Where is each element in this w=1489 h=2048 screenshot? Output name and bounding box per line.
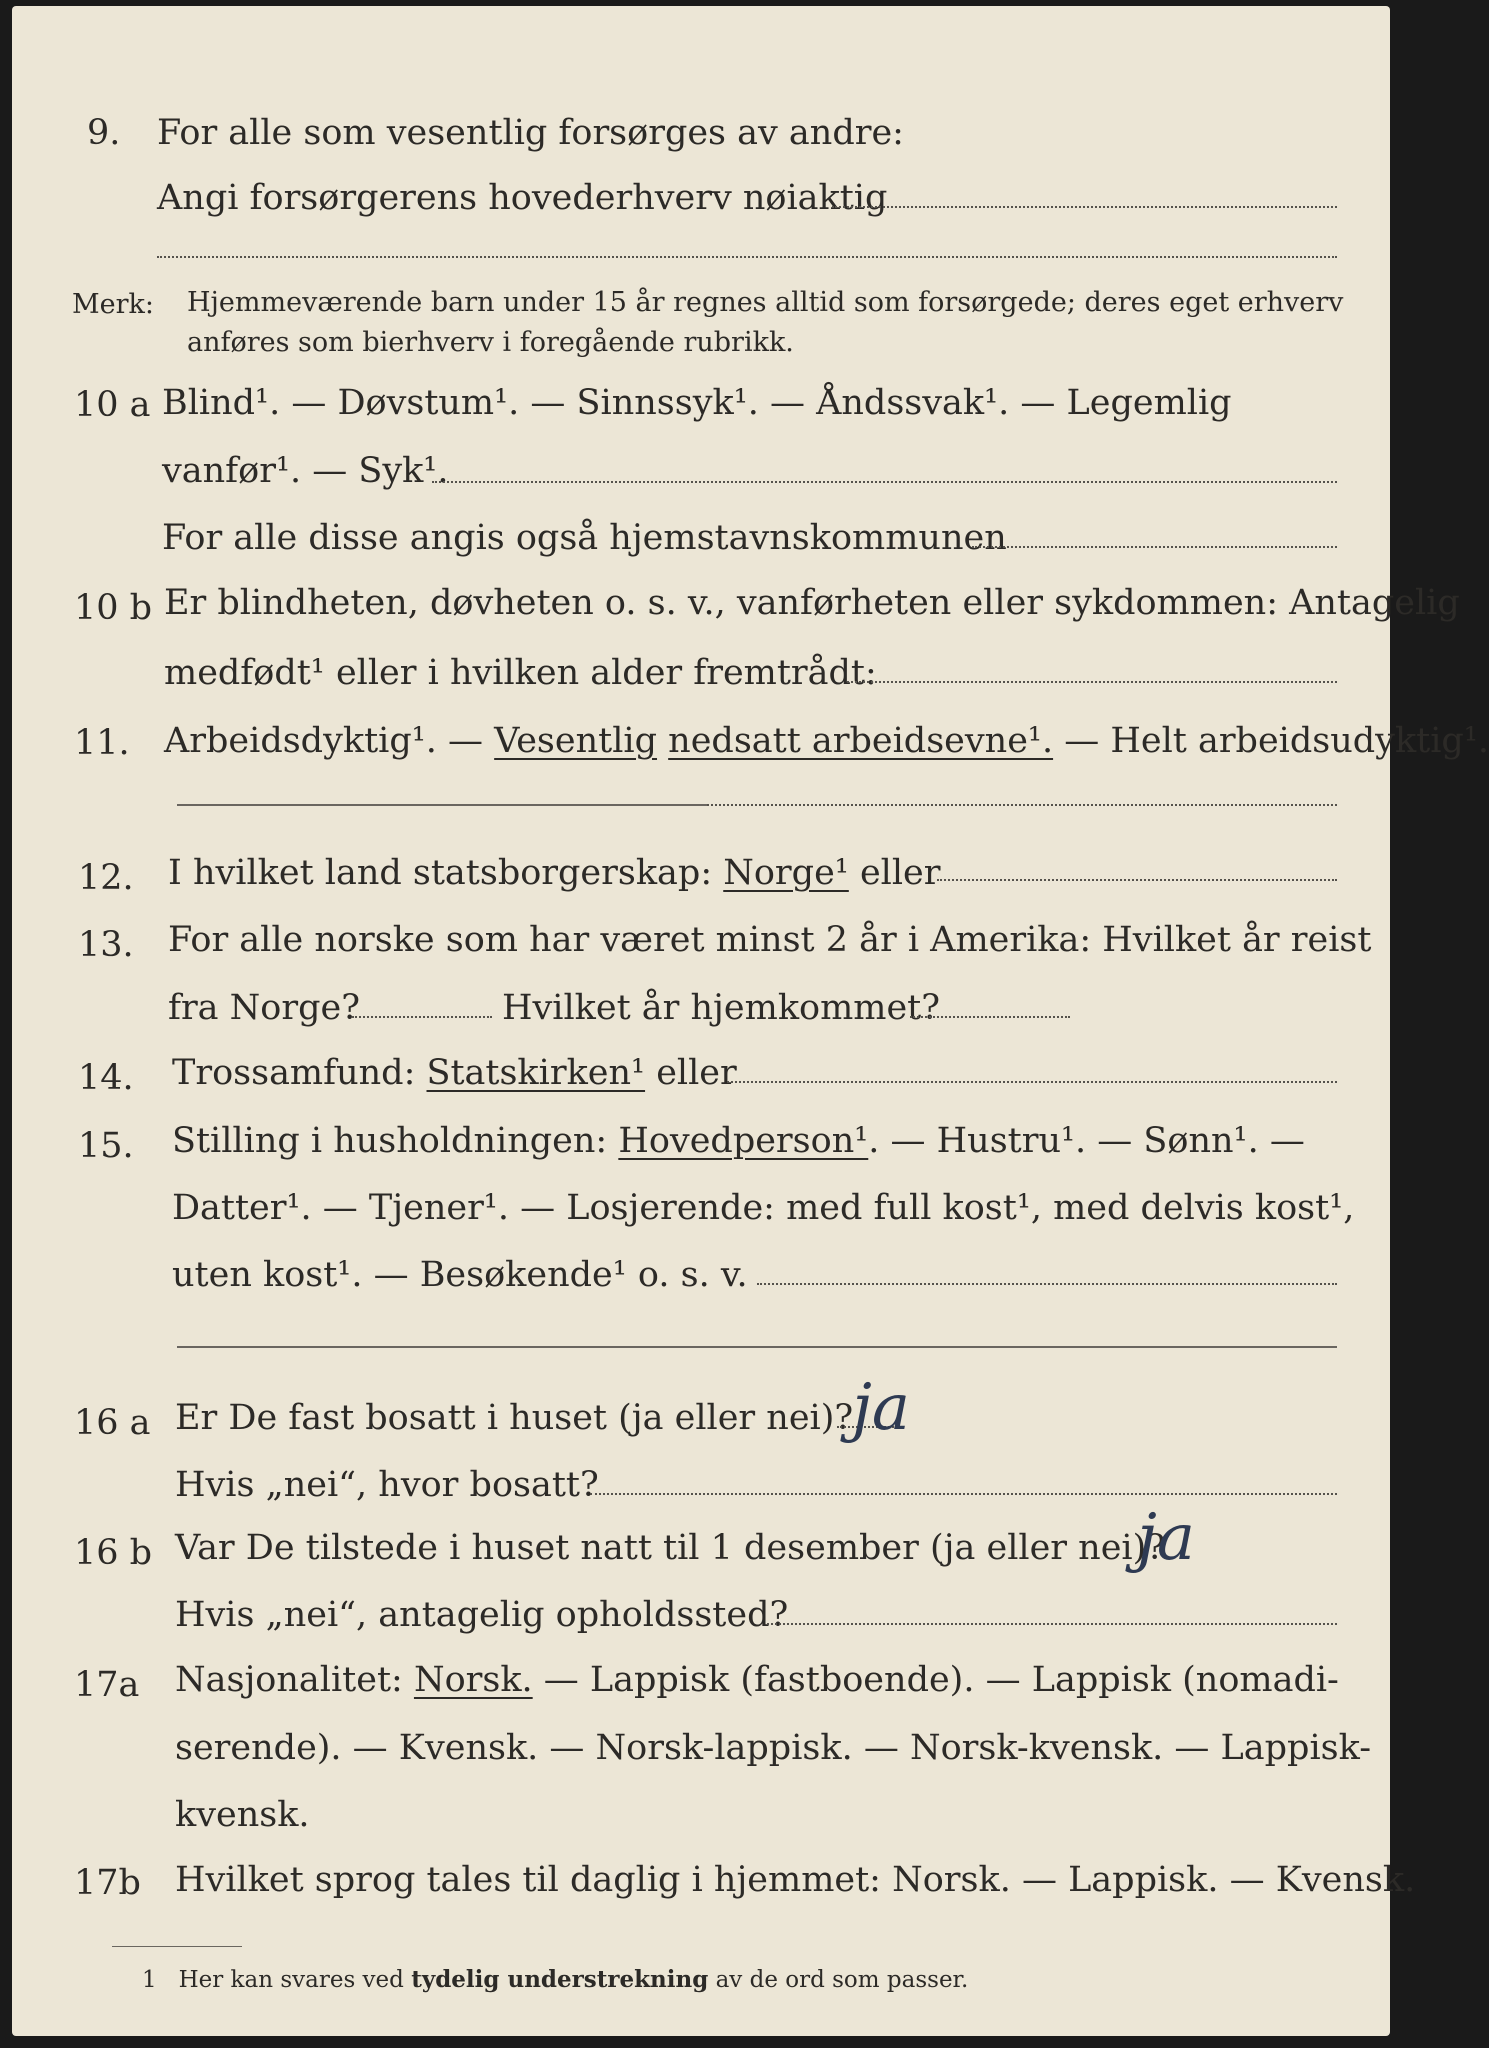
q14-underlined: Statskirken¹: [426, 1053, 646, 1093]
q17b-number: 17b: [74, 1863, 141, 1903]
q15-number: 15.: [78, 1126, 134, 1166]
q12-answer-line: [937, 879, 1337, 881]
q13-line2b: Hvilket år hjemkommet?: [502, 988, 941, 1028]
q13-reist-line: [352, 1016, 492, 1018]
q10a-answer-line: [432, 481, 1337, 483]
q13-hjemkommet-line: [910, 1016, 1070, 1018]
q16b-line2: Hvis „nei“, antagelig opholdssted?: [175, 1595, 789, 1635]
q16b-line1: Var De tilstede i huset natt til 1 desember (ja eller nei)?: [175, 1528, 1166, 1568]
q11-space: [657, 721, 668, 761]
q12-line: [168, 853, 941, 893]
q9-line2: Angi forsørgerens hovederhverv nøiaktig: [157, 178, 888, 218]
q15-pre: Stilling i husholdningen:: [172, 1121, 619, 1161]
q11-answer-line: [707, 804, 1337, 806]
q11-underlined-1: Vesentlig: [494, 721, 658, 761]
footnote: [142, 1968, 968, 1992]
q16a-line2: Hvis „nei“, hvor bosatt?: [175, 1465, 599, 1505]
q14-pre: Trossamfund:: [172, 1053, 427, 1093]
q14-post: eller: [645, 1053, 737, 1093]
q17a-line3: kvensk.: [175, 1795, 310, 1835]
q10b-number: 10 b: [74, 588, 153, 628]
q10a-number: 10 a: [74, 385, 151, 425]
q16a-number: 16 a: [74, 1403, 151, 1443]
q13-number: 13.: [78, 925, 134, 965]
q11-underlined-2: nedsatt arbeidsevne¹.: [668, 721, 1054, 761]
q15-answer-line: [757, 1283, 1337, 1285]
q15-post: . — Hustru¹. — Sønn¹. —: [868, 1121, 1305, 1161]
q13-line1: For alle norske som har været minst 2 år i Amerika: Hvilket år reist: [168, 920, 1372, 960]
q17a-pre: Nasjonalitet:: [175, 1660, 414, 1700]
q10a-hjemstavn-line: [972, 546, 1337, 548]
q17b-line1: Hvilket sprog tales til daglig i hjemmet: Norsk. — Lappisk. — Kvensk.: [175, 1860, 1416, 1900]
q16b-opholdssted-line: [767, 1623, 1337, 1625]
q16a-handwritten-answer: ja: [852, 1371, 910, 1445]
q17a-post: — Lappisk (fastboende). — Lappisk (nomadi-: [532, 1660, 1339, 1700]
footnote-bold: tydelig understrekning: [411, 1966, 709, 1993]
footnote-rule: [112, 1946, 242, 1947]
q15-line1: [172, 1121, 1305, 1161]
q12-post: eller: [848, 853, 941, 893]
q17a-number: 17a: [74, 1665, 140, 1705]
q10a-line3: For alle disse angis også hjemstavnskommunen: [162, 518, 1007, 558]
q10b-line1: Er blindheten, døvheten o. s. v., vanførheten eller sykdommen: Antagelig: [164, 583, 1460, 623]
q12-underlined: Norge¹: [723, 853, 849, 893]
q10a-line2: vanfør¹. — Syk¹.: [162, 451, 449, 491]
q13-line2a: fra Norge?: [168, 988, 360, 1028]
q16a-line1: Er De fast bosatt i huset (ja eller nei)?: [175, 1398, 854, 1438]
q11-number: 11.: [74, 723, 130, 763]
census-form-page: [12, 6, 1489, 2036]
q11-pre: Arbeidsdyktig¹. —: [164, 721, 495, 761]
q16a-bosatt-line: [590, 1493, 1337, 1495]
q11-rule: [177, 804, 707, 806]
merk-line1: Hjemmeværende barn under 15 år regnes alltid som forsørgede; deres eget erhverv: [187, 287, 1344, 318]
q17a-line2: serende). — Kvensk. — Norsk-lappisk. — Norsk-kvensk. — Lappisk-: [175, 1728, 1372, 1768]
q15-underlined: Hovedperson¹: [618, 1121, 869, 1161]
q10b-line2: medfødt¹ eller i hvilken alder fremtrådt:: [164, 653, 877, 693]
q14-answer-line: [727, 1081, 1337, 1083]
q16b-number: 16 b: [74, 1533, 153, 1573]
q10b-answer-line: [847, 681, 1337, 683]
q11-post: — Helt arbeidsudyktig¹.: [1053, 721, 1489, 761]
q16b-handwritten-answer: ja: [1137, 1501, 1195, 1575]
q17a-underlined: Norsk.: [413, 1660, 533, 1700]
q17a-line1: [175, 1660, 1339, 1700]
q15-rule: [177, 1346, 1337, 1348]
footnote-pre: Her kan svares ved: [178, 1967, 412, 1993]
q12-number: 12.: [78, 858, 134, 898]
q14-line: [172, 1053, 737, 1093]
footnote-mark: 1: [142, 1967, 157, 1993]
q9-answer-line-2: [157, 256, 1337, 258]
q9-number: 9.: [87, 113, 121, 153]
q15-line2: Datter¹. — Tjener¹. — Losjerende: med full kost¹, med delvis kost¹,: [172, 1188, 1355, 1228]
q15-line3: uten kost¹. — Besøkende¹ o. s. v.: [172, 1255, 748, 1295]
q10a-line1: Blind¹. — Døvstum¹. — Sinnssyk¹. — Åndssvak¹. — Legemlig: [162, 383, 1232, 423]
q9-answer-line: [832, 206, 1337, 208]
merk-line2: anføres som bierhverv i foregående rubrikk.: [187, 327, 794, 358]
q12-pre: I hvilket land statsborgerskap:: [168, 853, 724, 893]
q14-number: 14.: [78, 1058, 134, 1098]
merk-label: Merk:: [72, 289, 154, 320]
q11-line: [164, 721, 1489, 761]
footnote-post: av de ord som passer.: [708, 1967, 969, 1993]
q9-line1: For alle som vesentlig forsørges av andre:: [157, 113, 904, 153]
